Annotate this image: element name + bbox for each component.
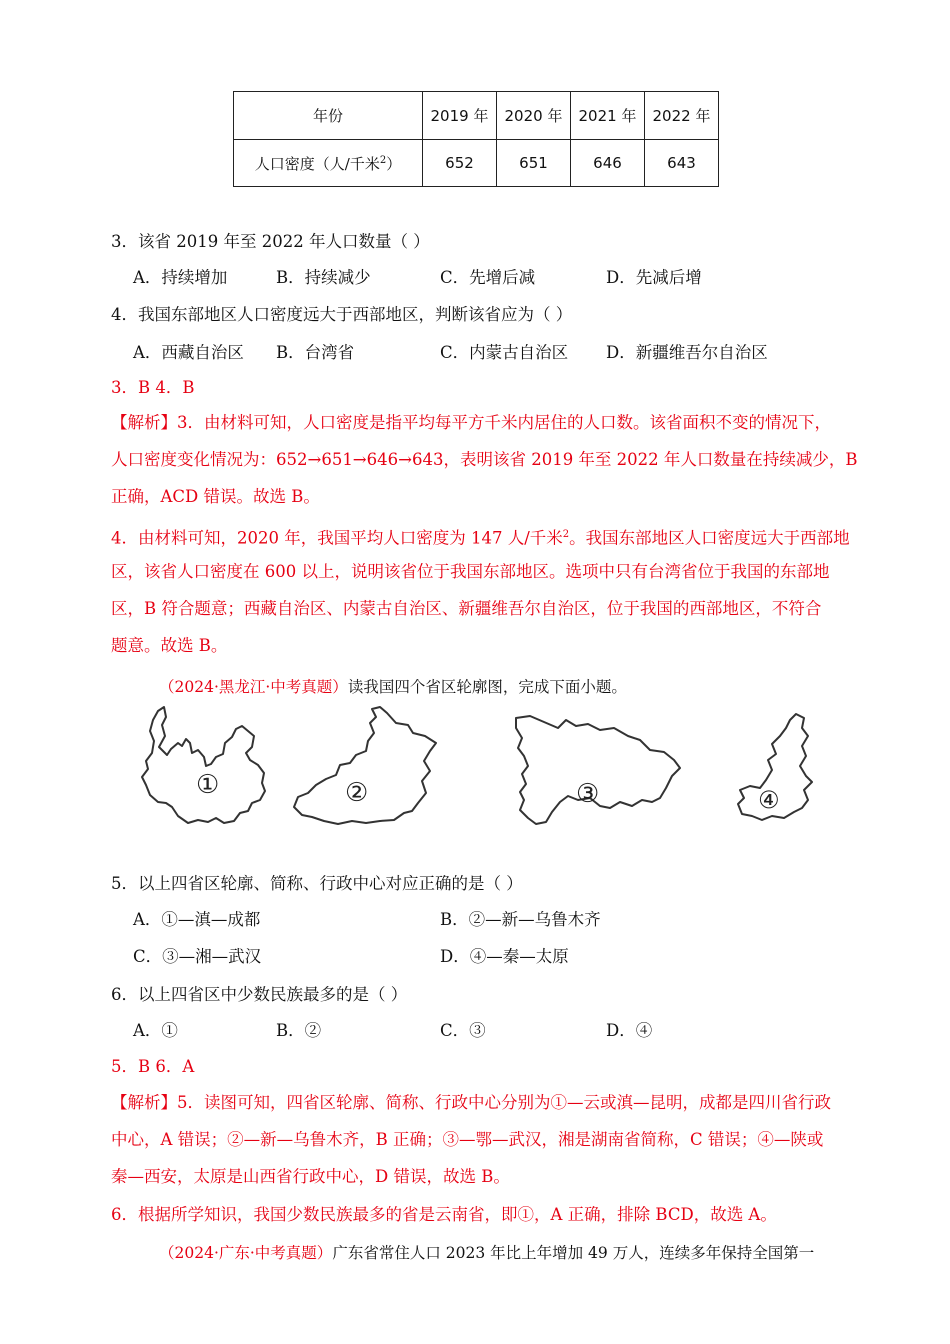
table-row (234, 140, 719, 187)
table-header-row (234, 92, 719, 140)
question-3-option-b: B．持续减少 (276, 268, 371, 287)
map-label: ④ (758, 786, 780, 814)
question-5-stem: 5．以上四省区轮廓、简称、行政中心对应正确的是（ ） (111, 874, 523, 893)
question-5-option-a: A．①—滇—成都 (133, 910, 261, 929)
table-cell: 651 (497, 140, 571, 187)
table-header-cell: 2019 年 (423, 92, 497, 140)
question-6-option-d: D．④ (606, 1021, 653, 1040)
question-5-option-b: B．②—新—乌鲁木齐 (440, 910, 601, 929)
question-4-option-a: A．西藏自治区 (133, 343, 244, 362)
question-6-stem: 6．以上四省区中少数民族最多的是（ ） (111, 985, 408, 1004)
table-header-cell: 年份 (234, 92, 423, 140)
analysis-5-line-2: 中心，A 错误；②—新—乌鲁木齐，B 正确；③—鄂—武汉，湘是湖南省简称，C 错误；④—陕或 (111, 1130, 824, 1149)
question-4-option-b: B．台湾省 (276, 343, 355, 362)
analysis-6-line-1: 6．根据所学知识，我国少数民族最多的省是云南省，即①，A 正确，排除 BCD，故选 A。 (111, 1205, 777, 1224)
map-label: ① (196, 770, 220, 800)
table-header-cell: 2021 年 (571, 92, 645, 140)
question-4-option-d: D．新疆维吾尔自治区 (606, 343, 768, 362)
question-6-option-c: C．③ (440, 1021, 486, 1040)
table-cell: 646 (571, 140, 645, 187)
yunnan-outline-icon (138, 703, 283, 828)
question-3-stem: 3．该省 2019 年至 2022 年人口数量（ ） (111, 232, 430, 251)
analysis-tag: 【解析】 (111, 413, 177, 432)
question-3-option-c: C．先增后减 (440, 268, 536, 287)
analysis-3-line-2: 人口密度变化情况为：652→651→646→643，表明该省 2019 年至 2022 年人口数量在持续减少，B (111, 450, 858, 469)
population-density-table (233, 91, 719, 187)
question-4-option-c: C．内蒙古自治区 (440, 343, 569, 362)
question-5-option-c: C．③—湘—武汉 (133, 947, 262, 966)
table-cell: 643 (645, 140, 719, 187)
xinjiang-outline-icon (290, 703, 440, 828)
map-label: ② (345, 778, 369, 808)
intro-5-6: （2024·黑龙江·中考真题）读我国四个省区轮廓图，完成下面小题。 (159, 678, 627, 696)
hubei-outline-icon (510, 710, 690, 830)
question-4-stem: 4．我国东部地区人口密度远大于西部地区，判断该省应为（ ） (111, 305, 573, 324)
analysis-4-line-2: 区，该省人口密度在 600 以上，说明该省位于我国东部地区。选项中只有台湾省位于我国的东部地 (111, 562, 830, 581)
question-3-option-a: A．持续增加 (133, 268, 228, 287)
question-6-option-b: B．② (276, 1021, 322, 1040)
analysis-5-line-1: 【解析】5．读图可知，四省区轮廓、简称、行政中心分别为①—云或滇—昆明，成都是四川省行政 (111, 1093, 831, 1112)
table-cell: 652 (423, 140, 497, 187)
analysis-4-line-4: 题意。故选 B。 (111, 636, 228, 655)
map-label: ③ (576, 779, 600, 809)
table-header-cell: 2022 年 (645, 92, 719, 140)
source-tag: （2024·黑龙江·中考真题） (159, 678, 348, 696)
analysis-tag: 【解析】 (111, 1093, 177, 1112)
table-row-label: 人口密度（人/千米$^2$） (234, 140, 423, 187)
question-6-option-a: A．① (133, 1021, 178, 1040)
question-5-option-d: D．④—秦—太原 (440, 947, 569, 966)
answer-5-6: 5．B 6．A (111, 1057, 195, 1076)
question-3-option-d: D．先减后增 (606, 268, 702, 287)
intro-next: （2024·广东·中考真题）广东省常住人口 2023 年比上年增加 49 万人，连续多年保持全国第一 (159, 1244, 815, 1262)
analysis-4-line-1: 4．由材料可知，2020 年，我国平均人口密度为 147 人/千米$^2$。我国东部地区人口密度远大于西部地 (111, 528, 850, 548)
answer-3-4: 3．B 4．B (111, 378, 195, 397)
analysis-5-line-3: 秦—西安，太原是山西省行政中心，D 错误，故选 B。 (111, 1167, 510, 1186)
analysis-3-line-3: 正确，ACD 错误。故选 B。 (111, 487, 320, 506)
source-tag: （2024·广东·中考真题） (159, 1244, 333, 1262)
analysis-3-line-1: 【解析】3．由材料可知，人口密度是指平均每平方千米内居住的人口数。该省面积不变的情况下， (111, 413, 831, 432)
analysis-4-line-3: 区，B 符合题意；西藏自治区、内蒙古自治区、新疆维吾尔自治区，位于我国的西部地区，不符合 (111, 599, 822, 618)
shaanxi-outline-icon (732, 710, 832, 830)
table-header-cell: 2020 年 (497, 92, 571, 140)
